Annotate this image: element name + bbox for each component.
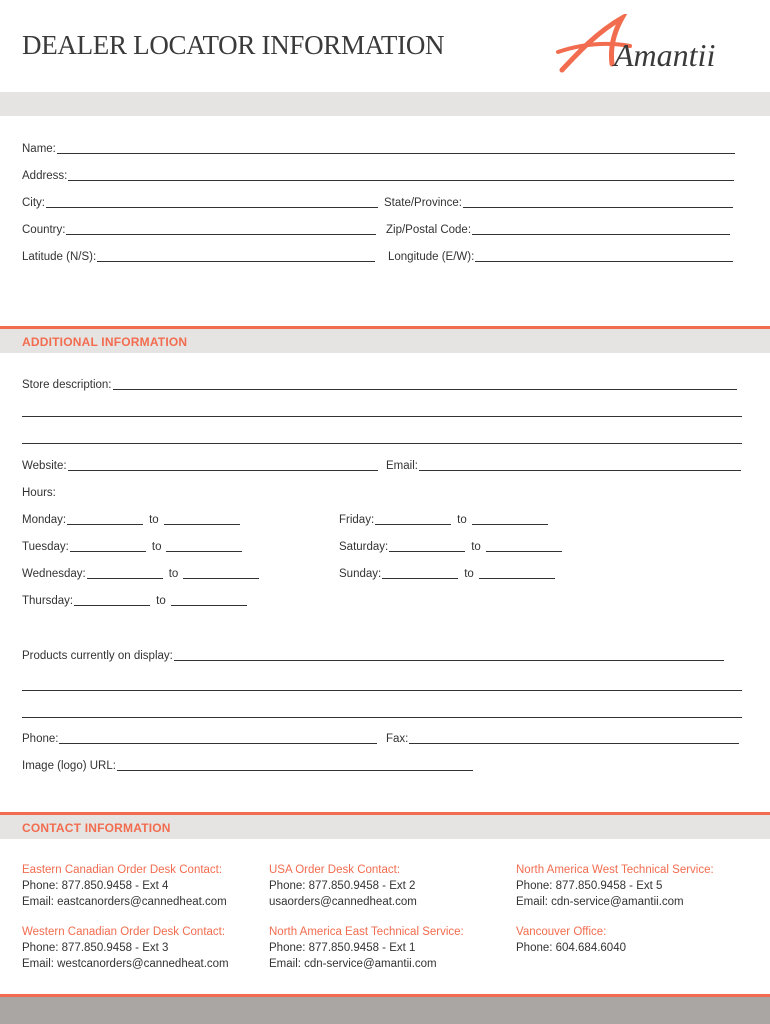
page-title: DEALER LOCATOR INFORMATION	[22, 30, 445, 60]
monday-hours[interactable]	[22, 514, 242, 526]
contact-block	[269, 862, 509, 910]
longitude-label: Longitude (E/W):	[388, 251, 475, 263]
additional-section-title: ADDITIONAL INFORMATION	[22, 335, 188, 349]
to-label: to	[151, 541, 162, 553]
country-field[interactable]	[22, 224, 378, 236]
latitude-label: Latitude (N/S):	[22, 251, 97, 263]
address-field[interactable]	[22, 170, 736, 182]
contact-title: North America West Technical Service:	[516, 864, 714, 876]
logo-wordmark: Amantii	[614, 37, 716, 73]
products-label: Products currently on display:	[22, 650, 173, 662]
state-label: State/Province:	[384, 197, 462, 209]
saturday-hours[interactable]	[339, 541, 564, 553]
city-label: City:	[22, 197, 45, 209]
fax-label: Fax:	[386, 733, 409, 745]
fax-field[interactable]	[386, 733, 741, 745]
contact-phone: Phone: 877.850.9458 - Ext 4	[22, 880, 169, 892]
website-field[interactable]	[22, 460, 380, 472]
contact-section-title: CONTACT INFORMATION	[22, 821, 171, 835]
zip-field[interactable]	[386, 224, 732, 236]
phone-label: Phone:	[22, 733, 59, 745]
contact-block	[516, 862, 756, 910]
tuesday-label: Tuesday:	[22, 541, 69, 553]
contact-block	[516, 924, 756, 956]
to-label: to	[168, 568, 179, 580]
email-label: Email:	[386, 460, 418, 472]
to-label: to	[471, 541, 481, 553]
contact-email: usaorders@cannedheat.com	[269, 896, 417, 908]
contact-phone: Phone: 877.850.9458 - Ext 3	[22, 942, 169, 954]
longitude-field[interactable]	[388, 251, 735, 263]
contact-block	[22, 924, 262, 972]
email-field[interactable]	[386, 460, 743, 472]
header-bar	[0, 92, 770, 116]
contact-title: USA Order Desk Contact:	[269, 864, 401, 876]
products-field[interactable]	[22, 650, 726, 662]
store-description-line-3[interactable]	[22, 433, 744, 445]
friday-label: Friday:	[339, 514, 375, 526]
footer-bar	[0, 997, 770, 1024]
latitude-field[interactable]	[22, 251, 377, 263]
hours-label: Hours:	[22, 487, 56, 499]
monday-label: Monday:	[22, 514, 67, 526]
to-label: to	[156, 595, 166, 607]
to-label: to	[149, 514, 159, 526]
contact-email: Email: cdn-service@amantii.com	[269, 958, 437, 970]
contact-phone: Phone: 877.850.9458 - Ext 2	[269, 880, 416, 892]
store-description-label: Store description:	[22, 379, 112, 391]
contact-title: Vancouver Office:	[516, 926, 607, 938]
zip-label: Zip/Postal Code:	[386, 224, 472, 236]
contact-phone: Phone: 877.850.9458 - Ext 1	[269, 942, 416, 954]
name-label: Name:	[22, 143, 56, 155]
products-line-3[interactable]	[22, 707, 744, 719]
contact-phone: Phone: 604.684.6040	[516, 942, 626, 954]
contact-block	[22, 862, 262, 910]
website-label: Website:	[22, 460, 67, 472]
country-label: Country:	[22, 224, 66, 236]
image-url-field[interactable]	[22, 760, 475, 772]
contact-email: Email: eastcanorders@cannedheat.com	[22, 896, 227, 908]
products-line-2[interactable]	[22, 680, 744, 692]
contact-title: Eastern Canadian Order Desk Contact:	[22, 864, 223, 876]
saturday-label: Saturday:	[339, 541, 389, 553]
contact-email: Email: cdn-service@amantii.com	[516, 896, 684, 908]
friday-hours[interactable]	[339, 514, 550, 526]
name-field[interactable]	[22, 143, 737, 155]
to-label: to	[457, 514, 467, 526]
thursday-hours[interactable]	[22, 595, 249, 607]
contact-phone: Phone: 877.850.9458 - Ext 5	[516, 880, 663, 892]
contact-title: North America East Technical Service:	[269, 926, 464, 938]
store-description-line-2[interactable]	[22, 406, 744, 418]
store-description-field[interactable]	[22, 379, 739, 391]
sunday-label: Sunday:	[339, 568, 382, 580]
image-url-label: Image (logo) URL:	[22, 760, 116, 772]
address-label: Address:	[22, 170, 68, 182]
city-field[interactable]	[22, 197, 380, 209]
sunday-hours[interactable]	[339, 568, 557, 580]
phone-field[interactable]	[22, 733, 379, 745]
wednesday-label: Wednesday:	[22, 568, 86, 580]
thursday-label: Thursday:	[22, 595, 74, 607]
contact-title: Western Canadian Order Desk Contact:	[22, 926, 226, 938]
state-field[interactable]	[384, 197, 735, 209]
to-label: to	[464, 568, 474, 580]
tuesday-hours[interactable]	[22, 541, 244, 553]
amantii-logo	[552, 14, 747, 76]
wednesday-hours[interactable]	[22, 568, 261, 580]
contact-block	[269, 924, 509, 972]
contact-email: Email: westcanorders@cannedheat.com	[22, 958, 229, 970]
